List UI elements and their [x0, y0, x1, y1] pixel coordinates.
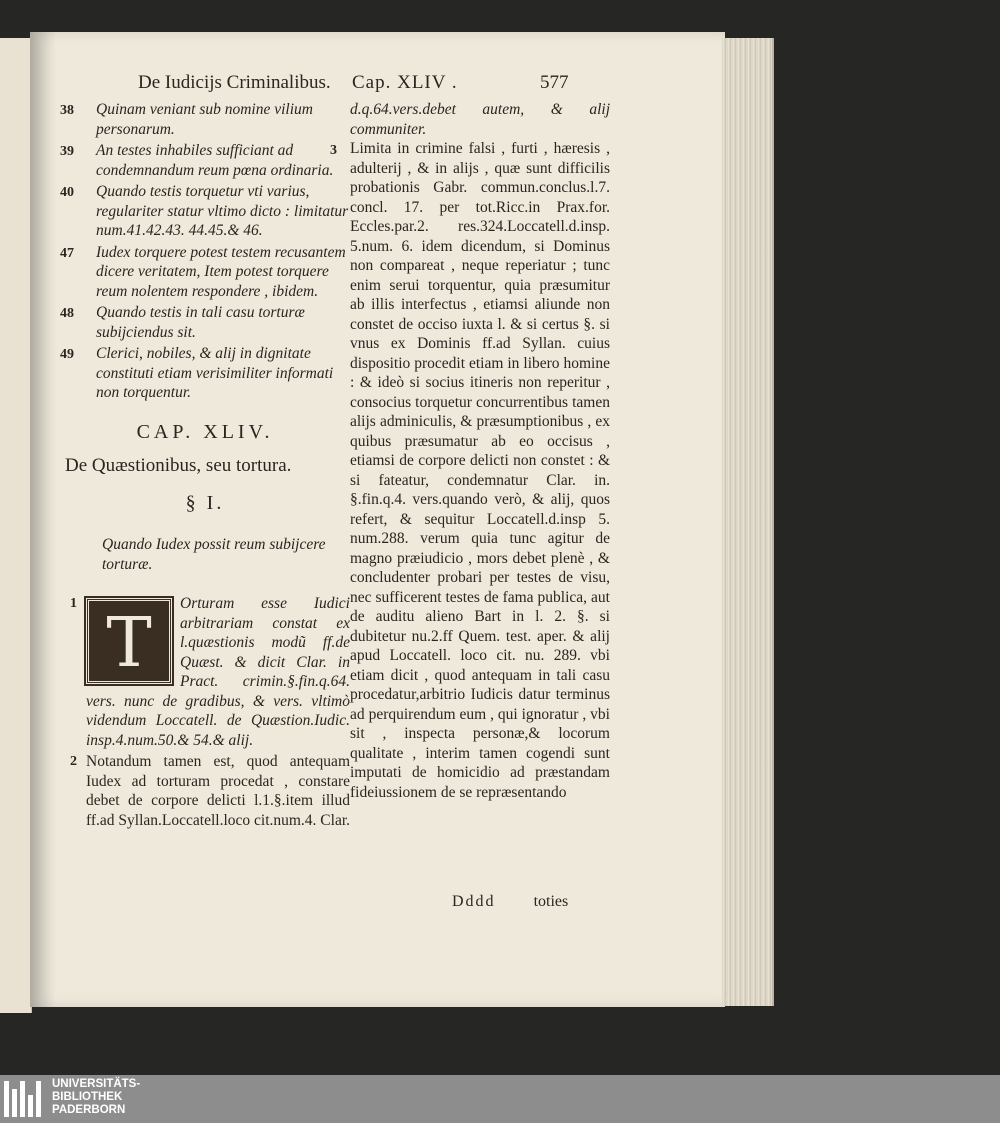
header-chapter: Cap. XLIV . — [352, 72, 458, 93]
chapter-title: CAP. XLIV. — [136, 420, 274, 443]
toc-text: Quinam veniant sub nomine vilium personarum. — [96, 101, 313, 138]
toc-item — [60, 303, 350, 342]
toc-item — [60, 141, 350, 180]
toc-item — [60, 344, 350, 403]
library-name — [52, 1078, 140, 1117]
paragraph-text: Notandum tamen est, quod antequam Iudex ad torturam procedat , constare debet de corpore delicti l.1.§.item illud ff.ad Syllan.Loccatell.loco cit.num.4. Clar. — [86, 753, 351, 829]
page-edges — [722, 38, 774, 1006]
paragraph-3-text: Limita in crimine falsi , furti , hæresis , adulterij , & in alijs , quæ sunt difficilis probationis Gabr. commun.conclus.l.7. concl. 17. per tot.Ricc.in Prax.for. Eccles.par.2. res.324.Loccatell.d.insp. 5.num. 6. idem dicendum, si Dominus non compareat , neque reperiatur ; tunc enim serui torquentur, quia præsumitur ab illis interfectus , etiamsi aliunde non constet de occiso iuxta l. & si certus §. si vnus ex Dominis ff.ad Syllan. cuius dispositio procedit etiam in libero homine : & ideò si socius itineris non reperitur , consocius torquetur concurrentibus tamen alijs adminiculis, & præsumptionibus , ex quibus præsumatur ab eo occisus , etiamsi de corpore delicti non constet : & si fateatur, condemnatur Clar. in. §.fin.q.4. vers.quando verò, & alij, quos refert, & sequitur Loccatell.d.insp 5. num.288. verum quia tunc agitur de magno præiudicio , mors debet plenè , & concludenter probari per testes de visu, nec sufficerent testes de fama publica, aut de auditu alieno Bart in l. 2. §. si dubitetur nu.2.ff Quem. test. aper. & alij apud Loccatell. loco cit. nu. 289. vbi etiam dicit , quod antequam in tali casu procedatur,arbitrio Iudicis datur terminus ad perquirendum eum , qui ignoratur , vbi sit , inspecta personæ,& locorum qualitate , interim tamen cogendi sunt imputati de homicidio ad præstandam fideiussionem de se repræsentando — [350, 140, 610, 801]
page-number: 577 — [540, 72, 569, 93]
margin-number: 3 — [330, 143, 337, 158]
toc-text: An testes inhabiles sufficiant ad condemnandum reum pœna ordinaria. — [96, 142, 334, 179]
header-title: De Iudicijs Criminalibus. — [138, 72, 331, 93]
toc-number: 39 — [60, 144, 74, 159]
toc-number: 48 — [60, 306, 74, 321]
running-header — [0, 72, 1000, 98]
catchword-line — [452, 893, 568, 911]
toc-number: 47 — [60, 245, 74, 261]
toc-item — [60, 100, 350, 139]
chapter-subtitle: De Quæstionibus, seu tortura. — [65, 455, 292, 476]
paragraph-number: 2 — [70, 754, 77, 769]
left-column — [60, 100, 350, 830]
spine-shadow — [30, 32, 56, 1007]
section-summary: Quando Iudex possit reum subijcere torturæ. — [102, 536, 326, 573]
toc-item — [60, 243, 350, 302]
continuation-text: d.q.64.vers.debet autem, & alij communiter. — [350, 101, 610, 138]
paragraph-number: 1 — [70, 596, 77, 611]
section-title: § I. — [185, 491, 225, 514]
paragraph-text: Orturam esse Iudici arbitrariam constat ex l.quæstionis modũ ff.de Quæst. & dicit Clar. in Pract. crimin.§.fin.q.64. vers. nunc de gradibus, & vers. vltimò videndum Loccatell. de Quæstion.Iudic. insp.4.num.50.& 54.& alij. — [86, 595, 350, 749]
library-name-line: UNIVERSITÄTS- — [52, 1078, 141, 1090]
decorated-initial: T — [86, 598, 172, 684]
left-page-edge — [0, 38, 32, 1013]
toc-text: Iudex torquere potest testem recusantem dicere veritatem, Item potest torquere reum nolentem respondere , ibidem. — [96, 243, 346, 300]
toc-item — [60, 182, 350, 241]
library-footer — [0, 1075, 1000, 1123]
toc-text: Clerici, nobiles, & alij in dignitate constituti etiam verisimiliter informati non torquentur. — [96, 345, 334, 401]
toc-text: Quando testis torquetur vti varius, regulariter statur vltimo dicto : limitatur num.41.42.43. 44.45.& 46. — [96, 183, 349, 239]
toc-text: Quando testis in tali casu torturæ subijciendus sit. — [96, 304, 305, 341]
paragraph-1 — [60, 594, 350, 750]
right-column — [350, 100, 610, 802]
library-name-line: PADERBORN — [52, 1104, 126, 1116]
library-name-line: BIBLIOTHEK — [52, 1091, 123, 1103]
catchword: toties — [533, 893, 569, 910]
toc-number: 38 — [60, 103, 74, 118]
signature-mark: Dddd — [452, 893, 496, 910]
library-logo-icon — [4, 1081, 41, 1117]
paragraph-2 — [60, 752, 350, 830]
toc-number: 40 — [60, 185, 74, 200]
toc-number: 49 — [60, 347, 74, 362]
